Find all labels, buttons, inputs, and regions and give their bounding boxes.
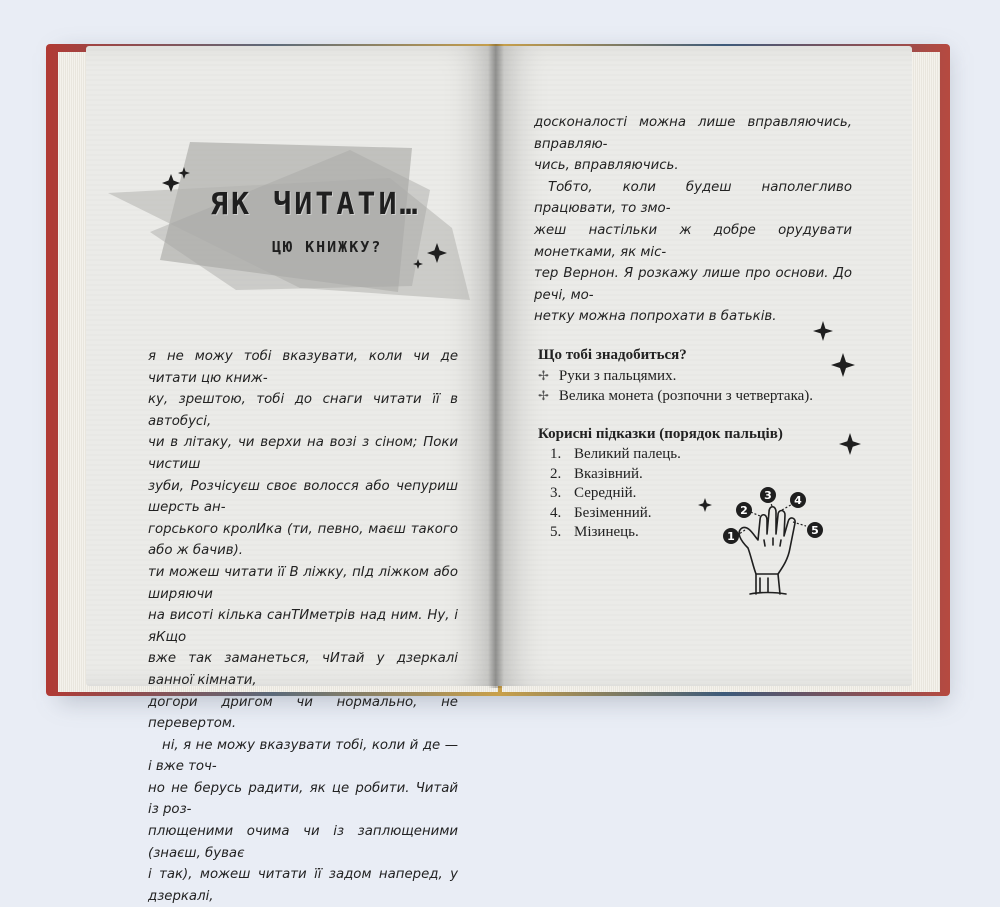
text-line: ти можеш читати її В ліжку, пІд ліжком або ширяючи: [148, 564, 458, 602]
finger-number-4-icon: [789, 491, 807, 509]
list-item: 5. Мізинець.: [550, 524, 639, 540]
list-item: 1. Великий палець.: [550, 446, 681, 462]
finger-number: 4: [794, 494, 802, 507]
text-line: чись, вправляючись.: [534, 158, 679, 174]
list-item: 2. Вказівний.: [550, 465, 643, 482]
text-line: я не можу тобі вказувати, коли чи де читати цю книж-: [148, 349, 458, 386]
star-icon: [412, 258, 424, 270]
text-line: нетку можна попрохати в батьків.: [534, 309, 777, 325]
finger-number: 1: [727, 530, 735, 543]
tips-heading: Корисні підказки (порядок пальців): [538, 426, 783, 442]
text-line: тер Вернон. Я розкажу лише про основи. До речі, мо-: [534, 266, 852, 303]
text-line: зуби, Розчісуєш своє волосся або чепуриш шерсть ан-: [148, 478, 458, 516]
finger-number-5-icon: [806, 521, 824, 539]
text-line: вже так заманеться, чИтай у дзеркалі ванної кімнати,: [148, 651, 458, 688]
text-line: жеш настільки ж добре орудувати монетками, як міс-: [534, 222, 852, 260]
text-line: на висоті кілька санТИметрів над ним. Ну, і яКщо: [148, 608, 458, 645]
bullet-icon: ✢: [538, 368, 549, 383]
finger-number-1-icon: [722, 527, 740, 545]
list-item: ✢ Велика монета (розпочни з четвертака).: [538, 388, 814, 404]
text-line: і так), можеш читати її задом наперед, у дзеркалі,: [148, 867, 458, 904]
page-title: ЯК ЧИТАТИ…: [210, 187, 421, 222]
tips-list: [550, 445, 681, 543]
text-line: горського кролИка (ти, певно, маєш такого або ж бачив).: [148, 521, 458, 559]
star-icon: [830, 352, 856, 378]
left-body-text: [148, 346, 458, 907]
text-line: плющеними очима чи із заплющеними (знаєш, буває: [148, 824, 458, 861]
list-item: ✢ Руки з пальцямих.: [538, 368, 677, 384]
star-icon: [838, 432, 862, 456]
text-line: ку, зрештою, тобі до снаги читати її в автобусі,: [148, 392, 458, 429]
text-line: ні, я не можу вказувати тобі, коли й де — і вже точ-: [148, 737, 458, 775]
book-spine: [488, 44, 504, 688]
finger-number-3-icon: [759, 486, 777, 504]
finger-number: 3: [764, 489, 772, 502]
list-item: 4. Безіменний.: [550, 504, 652, 521]
star-icon: [812, 320, 834, 342]
page-subtitle: ЦЮ КНИЖКУ?: [272, 238, 383, 256]
right-body-text: [534, 112, 852, 328]
star-icon: [177, 166, 191, 180]
star-icon: [426, 242, 448, 264]
bullet-icon: ✢: [538, 388, 549, 403]
finger-number-2-icon: [735, 501, 753, 519]
finger-number: 5: [811, 524, 819, 537]
list-item: 3. Середній.: [550, 485, 637, 501]
text-line: Тобто, коли будеш наполегливо працювати, то змо-: [534, 179, 852, 217]
needs-list: [538, 366, 813, 406]
finger-number: 2: [740, 504, 748, 517]
text-line: чи в літаку, чи верхи на возі з сіном; Поки чистиш: [148, 435, 458, 472]
star-icon: [697, 497, 713, 513]
needs-heading: Що тобі знадобиться?: [538, 347, 687, 363]
text-line: догори дригом чи нормально, не перевертом.: [148, 694, 458, 732]
text-line: досконалості можна лише вправляючись, вправляю-: [534, 115, 852, 152]
text-line: но не берусь радити, як це робити. Читай із роз-: [148, 780, 458, 818]
